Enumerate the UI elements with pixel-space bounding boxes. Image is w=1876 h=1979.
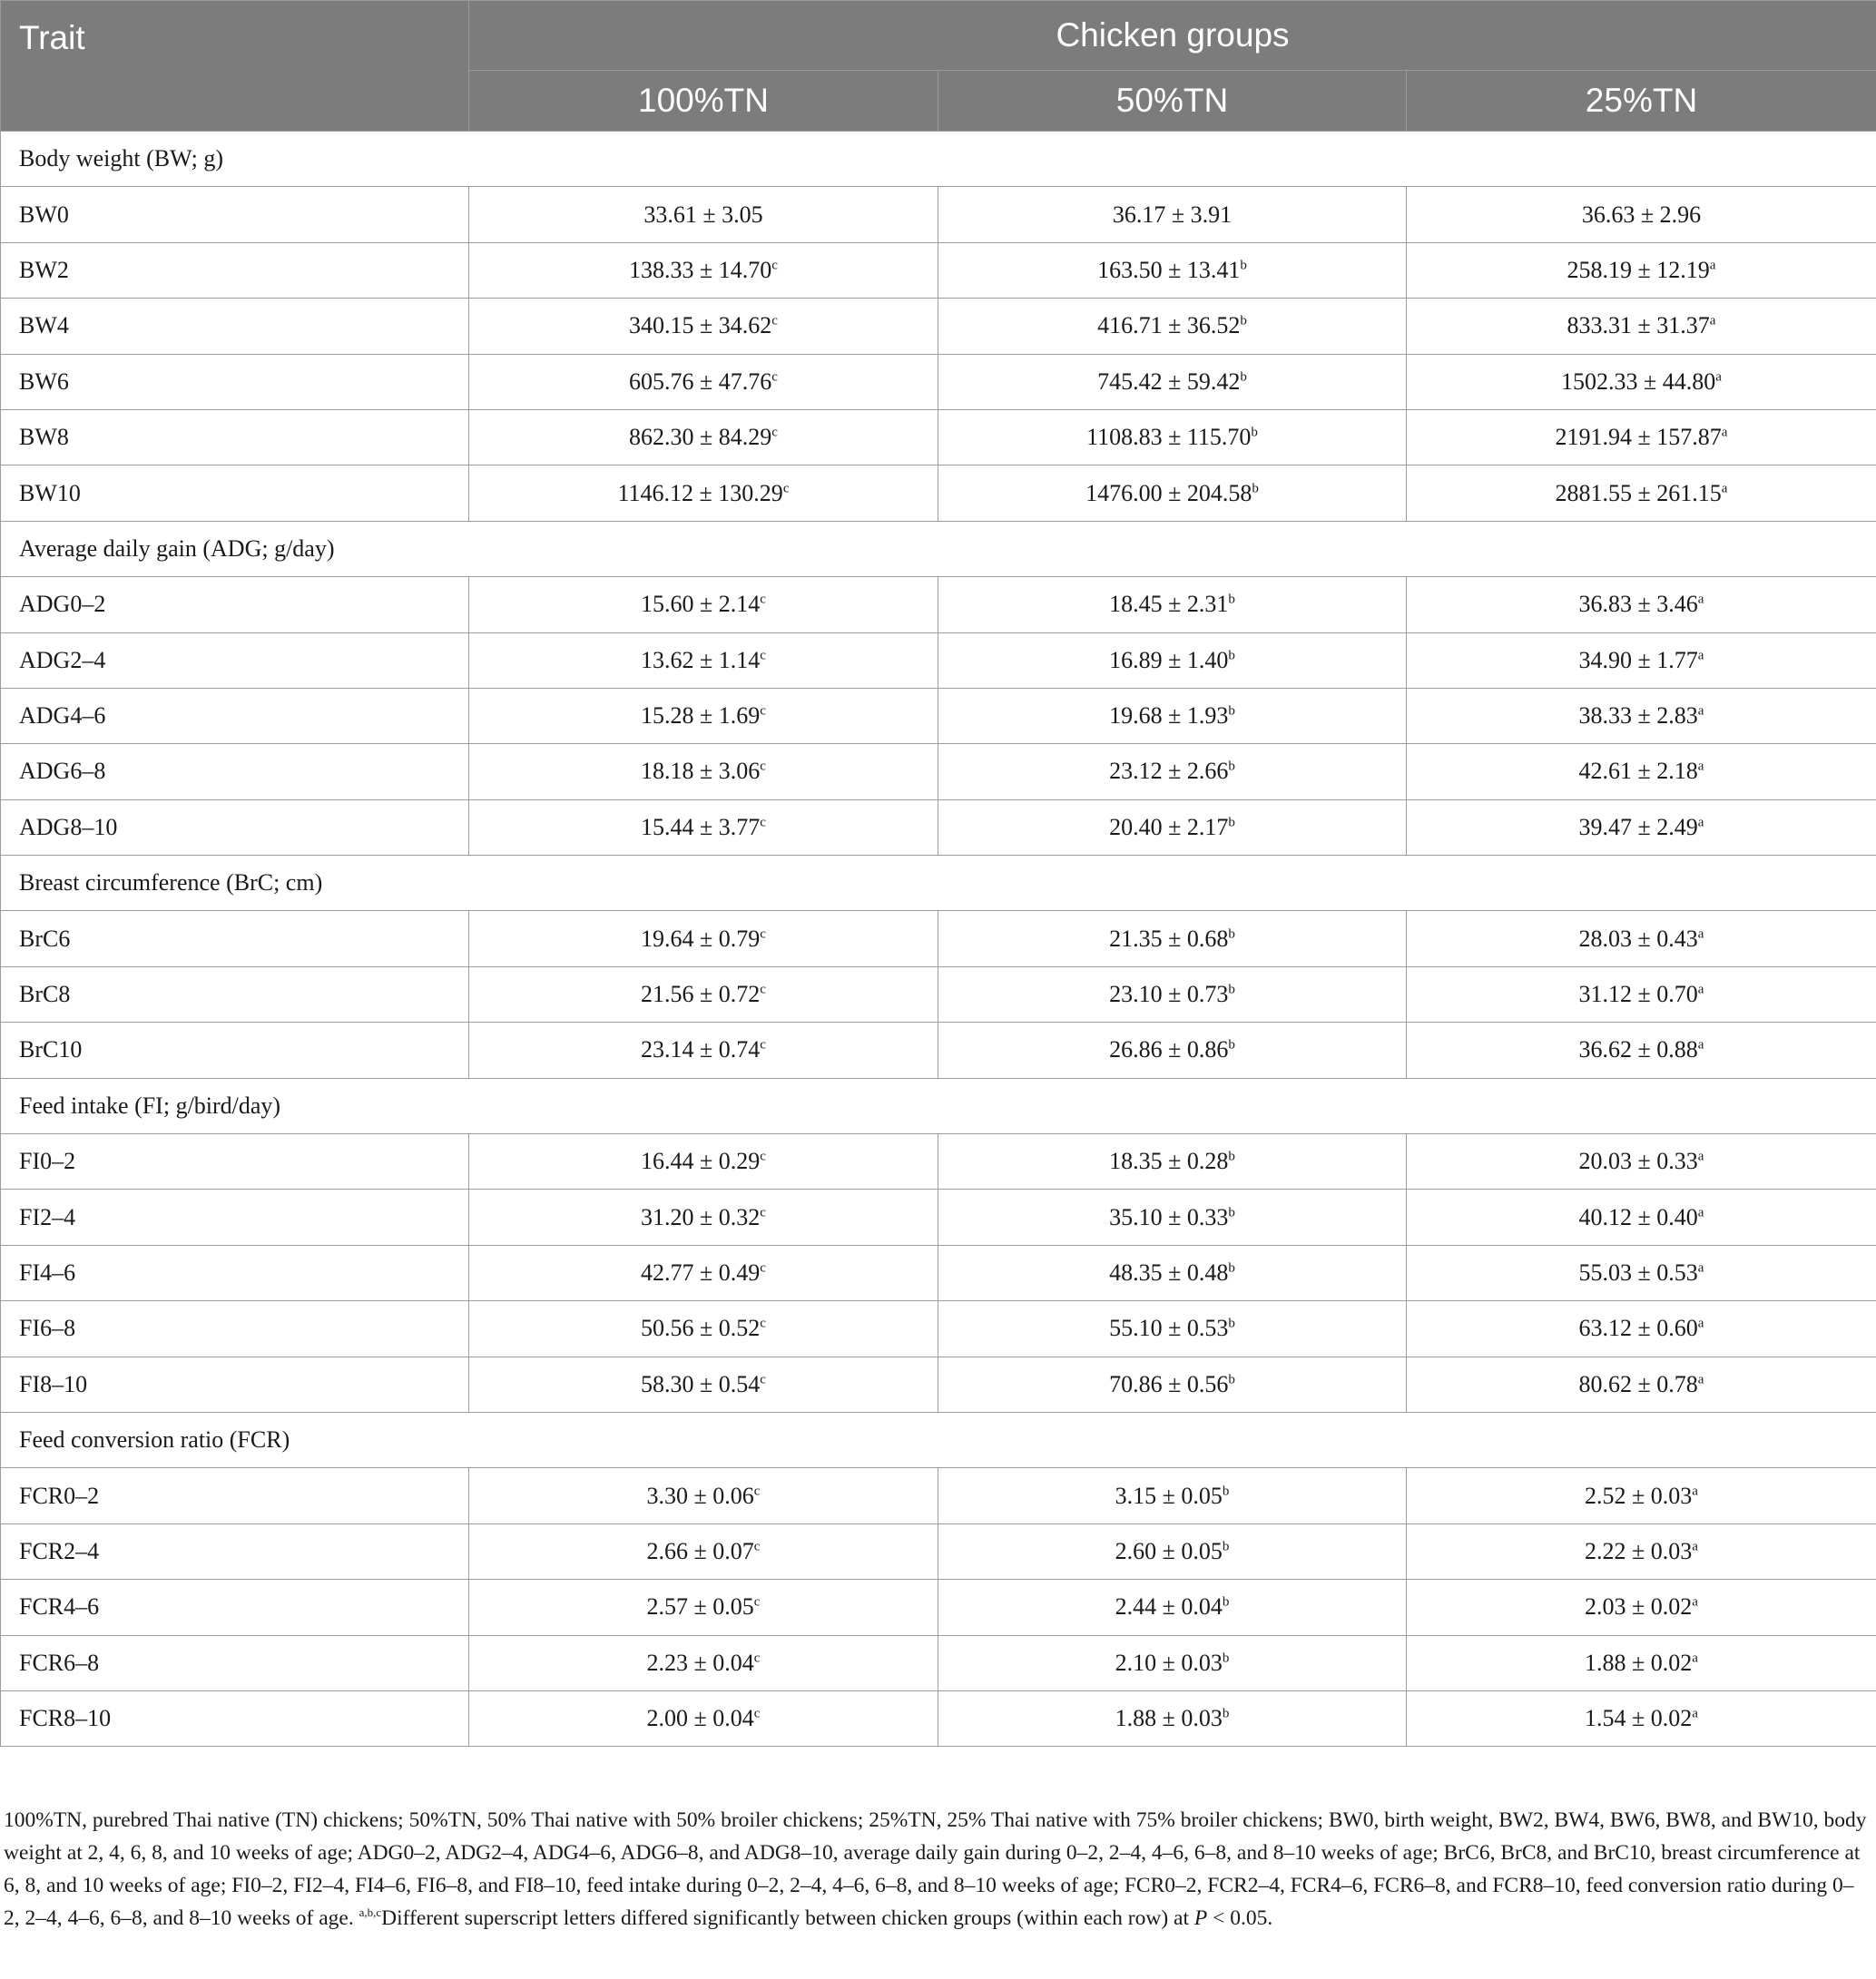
table-row [1,1357,1876,1412]
trait-label: BW0 [1,187,469,242]
trait-label: FI8–10 [1,1357,469,1412]
significance-letter: c [771,425,778,440]
mean-sd-value: 48.35 ± 0.48 [1109,1259,1229,1286]
footnote-threshold: < 0.05. [1207,1906,1273,1930]
mean-sd-value: 15.28 ± 1.69 [641,702,761,730]
value-cell [938,1301,1407,1357]
section-title: Feed intake (FI; g/bird/day) [1,1078,1876,1133]
significance-letter: a [1697,1372,1704,1387]
mean-sd-value: 16.44 ± 0.29 [641,1148,761,1175]
section-row [1,521,1876,576]
mean-sd-value: 1.54 ± 0.02 [1585,1705,1693,1732]
mean-sd-value: 2.00 ± 0.04 [646,1705,754,1732]
significance-letter: b [1222,1651,1230,1666]
trait-label: FI6–8 [1,1301,469,1357]
significance-letter: a [1721,480,1728,495]
significance-letter: a [1692,1651,1698,1666]
mean-sd-value: 1146.12 ± 130.29 [617,479,783,506]
mean-sd-value: 18.35 ± 0.28 [1109,1148,1229,1175]
significance-letter: b [1240,258,1247,273]
mean-sd-value: 21.56 ± 0.72 [641,981,761,1008]
significance-letter: b [1228,703,1235,719]
mean-sd-value: 70.86 ± 0.56 [1109,1370,1229,1397]
value-cell [938,632,1407,688]
value-cell [1407,299,1876,354]
significance-letter: a [1697,1037,1704,1053]
mean-sd-value: 2.57 ± 0.05 [646,1593,754,1621]
significance-letter: b [1222,1483,1230,1498]
table-row [1,1690,1876,1746]
value-cell [938,1523,1407,1579]
value-cell [469,465,938,521]
table-row [1,577,1876,632]
significance-letter: c [760,1037,766,1053]
trait-label: BW4 [1,299,469,354]
mean-sd-value: 21.35 ± 0.68 [1109,925,1229,952]
significance-letter: c [782,480,790,495]
value-cell [938,187,1407,242]
significance-letter: b [1240,369,1247,385]
trait-label: FI0–2 [1,1134,469,1190]
significance-letter: c [760,592,766,607]
mean-sd-value: 42.77 ± 0.49 [641,1259,761,1286]
section-title: Breast circumference (BrC; cm) [1,856,1876,911]
significance-letter: b [1228,1372,1235,1387]
significance-letter: a [1709,313,1716,328]
value-cell [1407,799,1876,855]
value-cell [1407,409,1876,465]
mean-sd-value: 34.90 ± 1.77 [1578,646,1698,673]
value-cell [1407,354,1876,409]
value-cell [469,1190,938,1245]
trait-label: ADG8–10 [1,799,469,855]
trait-label: ADG0–2 [1,577,469,632]
significance-letter: a [1697,592,1704,607]
value-cell [938,465,1407,521]
section-row [1,132,1876,187]
significance-letter: b [1228,815,1235,830]
value-cell [938,911,1407,966]
significance-letter: b [1222,1539,1230,1554]
significance-letter: a [1692,1483,1698,1498]
trait-label: BrC8 [1,966,469,1022]
value-cell [469,354,938,409]
significance-letter: a [1697,648,1704,663]
mean-sd-value: 23.12 ± 2.66 [1109,758,1229,785]
table-body [1,132,1876,1747]
mean-sd-value: 36.17 ± 3.91 [1112,201,1233,228]
header-group-25tn: 25%TN [1407,71,1876,132]
significance-letter: b [1252,480,1259,495]
table-header [1,1,1876,132]
value-cell [469,1580,938,1635]
significance-letter: c [760,703,766,719]
value-cell [469,299,938,354]
significance-letter: c [760,926,766,941]
table-row [1,354,1876,409]
mean-sd-value: 605.76 ± 47.76 [629,367,772,395]
significance-letter: b [1240,313,1247,328]
table-row [1,799,1876,855]
value-cell [938,1690,1407,1746]
mean-sd-value: 23.14 ± 0.74 [641,1036,761,1063]
value-cell [1407,465,1876,521]
value-cell [938,409,1407,465]
mean-sd-value: 340.15 ± 34.62 [629,312,772,339]
value-cell [1407,1523,1876,1579]
value-cell [469,744,938,799]
value-cell [938,966,1407,1022]
trait-label: ADG6–8 [1,744,469,799]
mean-sd-value: 63.12 ± 0.60 [1578,1315,1698,1342]
value-cell [1407,577,1876,632]
trait-label: FI2–4 [1,1190,469,1245]
value-cell [1407,1134,1876,1190]
value-cell [1407,688,1876,743]
value-cell [938,1635,1407,1690]
mean-sd-value: 2.52 ± 0.03 [1585,1482,1693,1509]
significance-letter: a [1692,1706,1698,1721]
significance-letter: b [1228,926,1235,941]
significance-letter: a [1715,369,1722,385]
mean-sd-value: 258.19 ± 12.19 [1567,256,1710,283]
mean-sd-value: 2.23 ± 0.04 [646,1649,754,1676]
value-cell [1407,1468,1876,1523]
trait-label: BW10 [1,465,469,521]
mean-sd-value: 163.50 ± 13.41 [1097,256,1241,283]
table-row [1,688,1876,743]
significance-letter: b [1228,592,1235,607]
significance-letter: b [1228,982,1235,997]
header-trait: Trait [1,1,469,132]
header-chicken-groups: Chicken groups [469,1,1876,71]
mean-sd-value: 862.30 ± 84.29 [629,424,772,451]
mean-sd-value: 31.20 ± 0.32 [641,1203,761,1230]
table-row [1,1190,1876,1245]
table-row [1,744,1876,799]
value-cell [1407,744,1876,799]
mean-sd-value: 15.60 ± 2.14 [641,591,761,618]
mean-sd-value: 36.83 ± 3.46 [1578,591,1698,618]
value-cell [938,1134,1407,1190]
significance-letter: c [760,1204,766,1220]
value-cell [1407,632,1876,688]
section-title: Average daily gain (ADG; g/day) [1,521,1876,576]
mean-sd-value: 50.56 ± 0.52 [641,1315,761,1342]
value-cell [469,242,938,298]
mean-sd-value: 39.47 ± 2.49 [1578,813,1698,840]
table-row [1,1023,1876,1078]
mean-sd-value: 55.10 ± 0.53 [1109,1315,1229,1342]
trait-label: BW6 [1,354,469,409]
significance-letter: c [753,1594,761,1610]
mean-sd-value: 19.68 ± 1.93 [1109,702,1229,730]
mean-sd-value: 745.42 ± 59.42 [1097,367,1241,395]
significance-letter: a [1692,1539,1698,1554]
value-cell [1407,966,1876,1022]
value-cell [938,1357,1407,1412]
mean-sd-value: 58.30 ± 0.54 [641,1370,761,1397]
significance-letter: a [1697,703,1704,719]
mean-sd-value: 80.62 ± 0.78 [1578,1370,1698,1397]
significance-letter: b [1222,1594,1230,1610]
table-row [1,1134,1876,1190]
value-cell [469,688,938,743]
table-row [1,465,1876,521]
footnote-significance-text: Different superscript letters differed significantly between chicken groups (within each row) at [381,1906,1194,1930]
significance-letter: a [1697,1204,1704,1220]
value-cell [469,577,938,632]
value-cell [938,688,1407,743]
significance-letter: c [753,1706,761,1721]
value-cell [1407,1245,1876,1300]
trait-label: BW8 [1,409,469,465]
trait-label: FCR0–2 [1,1468,469,1523]
trait-label: FCR6–8 [1,1635,469,1690]
significance-letter: a [1697,926,1704,941]
significance-letter: a [1697,1260,1704,1276]
mean-sd-value: 3.15 ± 0.05 [1115,1482,1223,1509]
table-row [1,1468,1876,1523]
table-row [1,1245,1876,1300]
mean-sd-value: 36.62 ± 0.88 [1578,1036,1698,1063]
footnote-significance-marker: a,b,c [359,1906,382,1920]
value-cell [938,1245,1407,1300]
section-row [1,856,1876,911]
significance-letter: c [760,1316,766,1331]
value-cell [469,1023,938,1078]
value-cell [469,911,938,966]
significance-letter: c [760,1372,766,1387]
value-cell [938,354,1407,409]
mean-sd-value: 42.61 ± 2.18 [1578,758,1698,785]
header-group-100tn: 100%TN [469,71,938,132]
section-title: Body weight (BW; g) [1,132,1876,187]
mean-sd-value: 26.86 ± 0.86 [1109,1036,1229,1063]
footnote-p-symbol: P [1193,1906,1208,1930]
table-footnote [4,1804,1869,1935]
trait-label: ADG4–6 [1,688,469,743]
value-cell [938,242,1407,298]
mean-sd-value: 55.03 ± 0.53 [1578,1259,1698,1286]
trait-label: FI4–6 [1,1245,469,1300]
mean-sd-value: 35.10 ± 0.33 [1109,1203,1229,1230]
significance-letter: c [760,1260,766,1276]
table-row [1,1635,1876,1690]
footnote-abbreviations: 100%TN, purebred Thai native (TN) chickens; 50%TN, 50% Thai native with 50% broiler chickens; 25%TN, 25% Thai native with 75% broiler chickens; BW0, birth weight, BW2, BW4, BW6, BW8, and BW10, body weight at 2, 4, 6, 8, and 10 weeks of age; ADG0–2, ADG2–4, ADG4–6, ADG6–8, and ADG8–10, average daily gain during 0–2, 2–4, 4–6, 6–8, and 8–10 weeks of age; BrC6, BrC8, and BrC10, breast circumference at 6, 8, and 10 weeks of age; FI0–2, FI2–4, FI4–6, FI6–8, and FI8–10, feed intake during 0–2, 2–4, 4–6, 6–8, and 8–10 weeks of age; FCR0–2, FCR2–4, FCR4–6, FCR6–8, and FCR8–10, feed conversion ratio during 0–2, 2–4, 4–6, 6–8, and 8–10 weeks of age. [4,1808,1867,1930]
value-cell [1407,242,1876,298]
mean-sd-value: 138.33 ± 14.70 [629,256,772,283]
trait-label: FCR4–6 [1,1580,469,1635]
mean-sd-value: 31.12 ± 0.70 [1578,981,1698,1008]
trait-label: BrC10 [1,1023,469,1078]
value-cell [938,299,1407,354]
value-cell [469,1468,938,1523]
significance-letter: c [760,982,766,997]
significance-letter: c [760,648,766,663]
value-cell [469,632,938,688]
mean-sd-value: 1.88 ± 0.03 [1115,1705,1223,1732]
significance-letter: a [1709,258,1716,273]
trait-label: BrC6 [1,911,469,966]
significance-letter: c [753,1651,761,1666]
significance-letter: b [1228,1260,1235,1276]
significance-letter: c [753,1483,761,1498]
mean-sd-value: 833.31 ± 31.37 [1567,312,1710,339]
mean-sd-value: 2191.94 ± 157.87 [1555,424,1722,451]
mean-sd-value: 1476.00 ± 204.58 [1085,479,1252,506]
value-cell [1407,1190,1876,1245]
section-row [1,1078,1876,1133]
value-cell [1407,1023,1876,1078]
value-cell [938,577,1407,632]
mean-sd-value: 2.22 ± 0.03 [1585,1537,1693,1564]
trait-label: FCR2–4 [1,1523,469,1579]
mean-sd-value: 416.71 ± 36.52 [1097,312,1241,339]
value-cell [1407,1301,1876,1357]
significance-letter: c [771,313,778,328]
trait-label: FCR8–10 [1,1690,469,1746]
mean-sd-value: 19.64 ± 0.79 [641,925,761,952]
mean-sd-value: 38.33 ± 2.83 [1578,702,1698,730]
value-cell [1407,1580,1876,1635]
significance-letter: c [760,815,766,830]
significance-letter: b [1228,1037,1235,1053]
mean-sd-value: 20.03 ± 0.33 [1578,1148,1698,1175]
mean-sd-value: 20.40 ± 2.17 [1109,813,1229,840]
mean-sd-value: 1108.83 ± 115.70 [1086,424,1252,451]
value-cell [938,1023,1407,1078]
significance-letter: a [1697,759,1704,774]
significance-letter: b [1222,1706,1230,1721]
mean-sd-value: 1502.33 ± 44.80 [1561,367,1716,395]
header-group-50tn: 50%TN [938,71,1407,132]
table-row [1,966,1876,1022]
significance-letter: c [760,1149,766,1164]
value-cell [1407,187,1876,242]
section-title: Feed conversion ratio (FCR) [1,1412,1876,1467]
table-row [1,911,1876,966]
mean-sd-value: 2881.55 ± 261.15 [1555,479,1722,506]
value-cell [938,1468,1407,1523]
value-cell [469,1523,938,1579]
mean-sd-value: 36.63 ± 2.96 [1581,201,1702,228]
value-cell [1407,1357,1876,1412]
value-cell [469,409,938,465]
significance-letter: b [1228,1316,1235,1331]
table-row [1,632,1876,688]
trait-label: ADG2–4 [1,632,469,688]
value-cell [469,1245,938,1300]
section-row [1,1412,1876,1467]
significance-letter: b [1251,425,1258,440]
value-cell [1407,911,1876,966]
mean-sd-value: 1.88 ± 0.02 [1585,1649,1693,1676]
value-cell [469,1357,938,1412]
mean-sd-value: 2.44 ± 0.04 [1115,1593,1223,1621]
significance-letter: b [1228,1204,1235,1220]
mean-sd-value: 2.10 ± 0.03 [1115,1649,1223,1676]
mean-sd-value: 3.30 ± 0.06 [646,1482,754,1509]
significance-letter: b [1228,759,1235,774]
mean-sd-value: 2.66 ± 0.07 [646,1537,754,1564]
table-row [1,242,1876,298]
value-cell [1407,1690,1876,1746]
value-cell [938,744,1407,799]
significance-letter: a [1721,425,1728,440]
significance-letter: a [1697,815,1704,830]
significance-letter: a [1697,1316,1704,1331]
value-cell [469,1301,938,1357]
mean-sd-value: 33.61 ± 3.05 [643,201,763,228]
table-row [1,1301,1876,1357]
value-cell [469,1635,938,1690]
value-cell [469,799,938,855]
value-cell [469,1690,938,1746]
significance-letter: c [771,369,778,385]
trait-label: BW2 [1,242,469,298]
table-row [1,1523,1876,1579]
value-cell [469,966,938,1022]
mean-sd-value: 18.45 ± 2.31 [1109,591,1229,618]
table-row [1,187,1876,242]
mean-sd-value: 28.03 ± 0.43 [1578,925,1698,952]
significance-letter: c [760,759,766,774]
significance-letter: c [771,258,778,273]
mean-sd-value: 18.18 ± 3.06 [641,758,761,785]
value-cell [938,1190,1407,1245]
table-row [1,1580,1876,1635]
value-cell [1407,1635,1876,1690]
table-row [1,409,1876,465]
mean-sd-value: 2.60 ± 0.05 [1115,1537,1223,1564]
value-cell [938,799,1407,855]
mean-sd-value: 15.44 ± 3.77 [641,813,761,840]
mean-sd-value: 23.10 ± 0.73 [1109,981,1229,1008]
value-cell [469,1134,938,1190]
significance-letter: a [1697,1149,1704,1164]
mean-sd-value: 16.89 ± 1.40 [1109,646,1229,673]
significance-letter: b [1228,648,1235,663]
table-row [1,299,1876,354]
value-cell [938,1580,1407,1635]
mean-sd-value: 13.62 ± 1.14 [641,646,761,673]
mean-sd-value: 2.03 ± 0.02 [1585,1593,1693,1621]
significance-letter: b [1228,1149,1235,1164]
mean-sd-value: 40.12 ± 0.40 [1578,1203,1698,1230]
significance-letter: a [1697,982,1704,997]
significance-letter: a [1692,1594,1698,1610]
significance-letter: c [753,1539,761,1554]
value-cell [469,187,938,242]
